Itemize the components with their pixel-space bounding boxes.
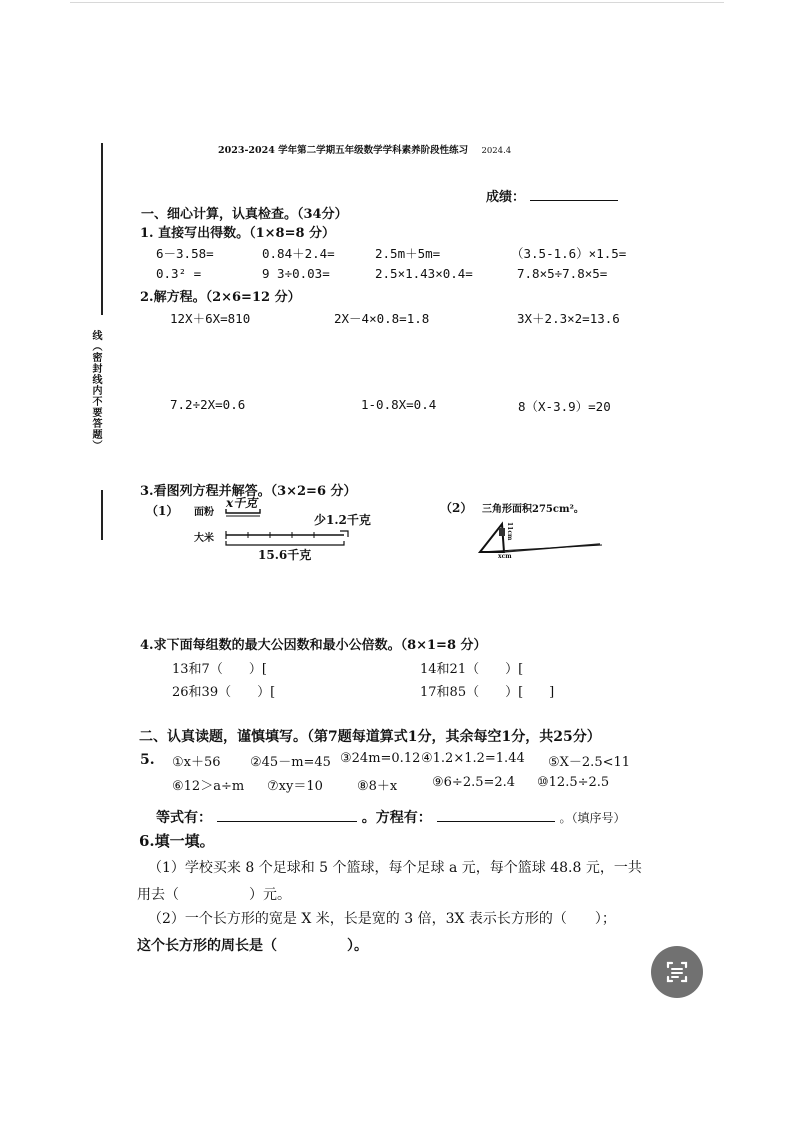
segment-diagram — [218, 505, 353, 555]
q6-p1-line2: 用去（ ）元。 — [137, 887, 291, 903]
q5-r2-c5: ⑩12.5÷2.5 — [537, 775, 610, 790]
score-blank[interactable] — [530, 188, 618, 201]
q2-r1-c2: 2X－4×0.8=1.8 — [334, 311, 430, 326]
q4-item-3: 26和39（ ）[ — [172, 685, 276, 700]
q4-item-1: 13和7（ ）[ — [172, 662, 267, 677]
q6-p2-line1: （2）一个长方形的宽是 X 米，长是宽的 3 倍，3X 表示长方形的（ ）； — [148, 911, 616, 927]
q4-item-4: 17和85（ ）[ ] — [420, 685, 555, 700]
q5-r2-c1: ⑥12＞a÷m — [172, 779, 245, 794]
q1-title: 1. 直接写出得数。（1×8=8 分） — [140, 226, 336, 241]
scan-text-icon — [651, 946, 703, 998]
q5-r2-c3: ⑧8＋x — [357, 779, 398, 794]
q4-title: 4.求下面每组数的最大公因数和最小公倍数。（8×1=8 分） — [140, 638, 487, 653]
binding-line-text: 线（密封线内不要答题） — [90, 330, 101, 451]
q6-p2-line2: 这个长方形的周长是（ ）。 — [137, 938, 368, 954]
q5-r2-c2: ⑦xy＝10 — [267, 779, 323, 794]
q1-r2-c1: 0.3² = — [156, 266, 202, 281]
formula-blank[interactable] — [437, 809, 555, 822]
q2-r1-c1: 12X＋6X=810 — [170, 311, 251, 326]
q3-side-label: 11cm — [506, 522, 513, 541]
top-rule — [70, 2, 724, 3]
binding-line-lower — [101, 490, 103, 540]
flour-bracket — [226, 509, 260, 513]
binding-line-upper — [101, 143, 103, 315]
q5-r1-c4: ④1.2×1.2=1.44 — [421, 751, 525, 766]
q6-title: 6.填一填。 — [139, 832, 215, 850]
q3-less-label: 少1.2千克 — [314, 513, 371, 527]
exam-date: 2024.4 — [481, 146, 512, 156]
formula-label: 。方程有： — [361, 810, 432, 826]
equation-blank[interactable] — [217, 809, 357, 822]
q2-r1-c3: 3X＋2.3×2=13.6 — [517, 311, 620, 326]
q1-r2-c4: 7.8×5÷7.8×5= — [517, 266, 608, 281]
q3-p1-num: （1） — [146, 504, 179, 518]
q5-r1-c3: ③24m=0.12 — [340, 751, 421, 766]
score-field — [486, 186, 618, 205]
q5-answer-line — [156, 807, 626, 827]
q3-p2-num: （2） — [440, 501, 473, 515]
q5-r1-c5: ⑤X－2.5<11 — [548, 755, 631, 770]
q3-title: 3.看图列方程并解答。（3×2=6 分） — [140, 484, 357, 499]
q1-r1-c4: （3.5-1.6）×1.5= — [511, 246, 627, 261]
q3-base-label: xcm — [498, 553, 512, 560]
q1-r2-c2: 9 3÷0.03= — [262, 266, 330, 281]
q2-title: 2.解方程。（2×6=12 分） — [140, 290, 301, 305]
section2-heading: 二、认真读题，谨慎填写。（第7题每道算式1分，其余每空1分，共25分） — [139, 729, 601, 745]
q1-r1-c2: 0.84＋2.4= — [262, 246, 335, 261]
q2-r2-c3: 8（X-3.9）=20 — [518, 399, 611, 414]
section1-heading: 一、细心计算，认真检查。（34分） — [141, 207, 348, 222]
q6-p1-line1: （1）学校买来 8 个足球和 5 个篮球，每个足球 a 元，每个篮球 48.8 元，一共 — [148, 860, 642, 876]
scan-text-button[interactable] — [651, 946, 703, 998]
triangle-diagram — [474, 518, 606, 560]
q1-r2-c3: 2.5×1.43×0.4= — [375, 266, 473, 281]
q3-rice-label: 大米 — [194, 533, 214, 544]
exam-title-text: 2023-2024 学年第二学期五年级数学学科素养阶段性练习 — [218, 145, 469, 156]
q1-r1-c3: 2.5m＋5m= — [375, 246, 441, 261]
equation-label: 等式有： — [156, 810, 212, 826]
q5-r2-c4: ⑨6÷2.5=2.4 — [432, 775, 516, 790]
q3-flour-label: 面粉 — [194, 507, 214, 518]
q1-r1-c1: 6－3.58= — [156, 246, 214, 261]
exam-title — [218, 142, 511, 156]
q5-r1-c1: ①x＋56 — [172, 755, 221, 770]
q2-r2-c1: 7.2÷2X=0.6 — [170, 397, 246, 412]
q2-r2-c2: 1-0.8X=0.4 — [361, 397, 437, 412]
q5-r1-c2: ②45－m=45 — [250, 755, 331, 770]
q3-x-label: x千克 — [226, 496, 258, 510]
triangle-base — [480, 545, 602, 552]
q3-total-label: 15.6千克 — [258, 548, 312, 562]
q5-num: 5. — [140, 752, 155, 768]
rice-end — [340, 531, 348, 537]
q3-p2-text: 三角形面积275cm²。 — [482, 504, 584, 515]
fill-order-note: 。（填序号） — [559, 811, 626, 825]
q4-item-2: 14和21（ ）[ — [420, 662, 550, 677]
total-brace — [226, 541, 344, 545]
score-label: 成绩： — [486, 190, 526, 205]
